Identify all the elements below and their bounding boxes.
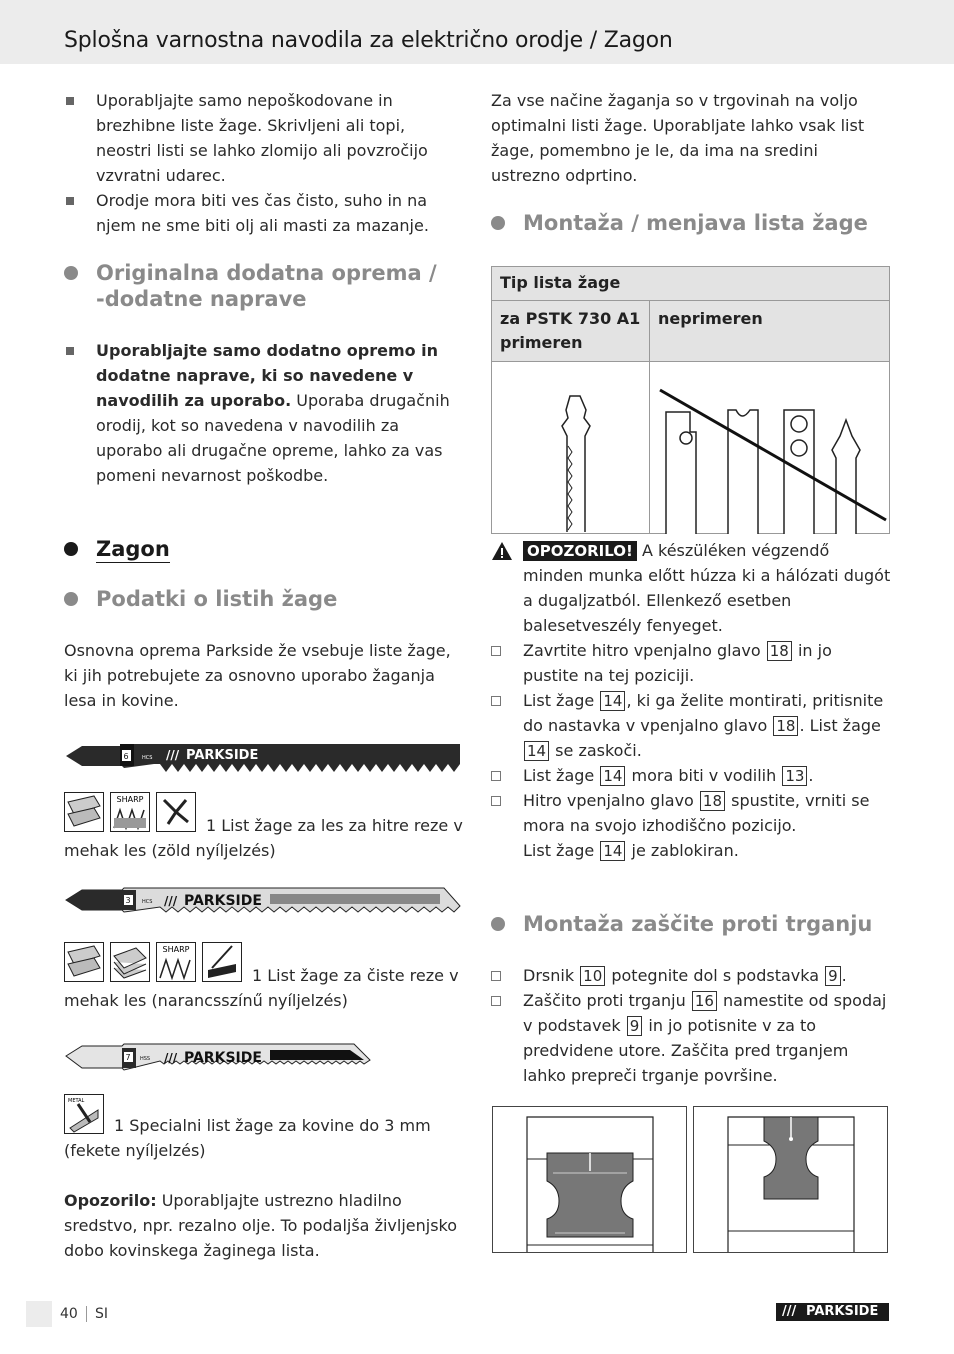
safety-bullets: [64, 88, 464, 238]
saw-blade-2-illustration: [64, 886, 464, 920]
page-number: 40: [60, 1306, 78, 1322]
bullet-square-icon: [66, 347, 74, 355]
list-item: Hitro vpenjalno glavo 18 spustite, vrniti se mora na svojo izhodiščno pozicijo. List žage 14 je zablokiran.: [491, 788, 891, 863]
coolant-warning: Opozorilo: Uporabljajte ustrezno hladilno sredstvo, npr. rezalno olje. To podaljša življenjsko dobo kovinskega žaginega lista.: [64, 1191, 458, 1260]
language-code: SI: [95, 1306, 109, 1322]
blade-2-caption: 1 List žage za čiste reze v mehak les (narancsszínű nyíljelzés): [64, 966, 459, 1010]
ref-number: 14: [600, 691, 625, 711]
blade-3-caption: 1 Specialni list žage za kovine do 3 mm (fekete nyíljelzés): [64, 1116, 431, 1160]
checkbox-square-icon: [491, 646, 501, 656]
ref-number: 13: [782, 766, 807, 786]
blade-material: HCS: [142, 899, 153, 905]
list-item: Zaščito proti trganju 16 namestite od spodaj v podstavek 9 in jo potisnite v za to predvidene utore. Zaščita pred trganjem lahko prepreči trganje površine.: [491, 988, 891, 1088]
checkbox-square-icon: [491, 796, 501, 806]
ref-number: 18: [767, 641, 792, 661]
ref-number: 9: [627, 1016, 643, 1036]
warning-badge: OPOZORILO!: [523, 541, 637, 561]
accessory-note: [64, 338, 464, 488]
section-heading-accessories: Originalna dodatna oprema / -dodatne naprave: [64, 260, 464, 312]
list-item: Orodje mora biti ves čas čisto, suho in na njem ne sme biti olj ali masti za mazanje.: [64, 188, 464, 238]
logo-stripes-icon: ///: [782, 1304, 797, 1319]
list-item: Zavrtite hitro vpenjalno glavo 18 in jo pustite na tej poziciji.: [491, 638, 891, 688]
list-item: List žage 14 mora biti v vodilih 13 .: [491, 763, 891, 788]
ref-number: 9: [825, 966, 841, 986]
svg-text:METAL: METAL: [68, 1098, 85, 1104]
ref-number: 14: [600, 766, 625, 786]
checkbox-square-icon: [491, 696, 501, 706]
blade-material: HCS: [142, 755, 153, 761]
bullet-dot-icon: [64, 266, 78, 280]
unsuitable-blades-icon: [650, 362, 890, 534]
bullet-dot-icon: [491, 917, 505, 931]
saw-blade-3-illustration: [64, 1042, 374, 1076]
svg-text:SHARP: SHARP: [162, 945, 190, 954]
blade-intro: Osnovna oprema Parkside že vsebuje liste žage, ki jih potrebujete za osnovno uporabo žaganja lesa in kovine.: [64, 641, 451, 710]
bullet-dot-icon: [64, 542, 78, 556]
blade-number: 3: [125, 896, 131, 905]
blade-number: 7: [125, 1053, 131, 1062]
ref-number: 10: [580, 966, 605, 986]
splinter-guard-figure-2: [693, 1106, 888, 1253]
blade-availability-text: Za vse načine žaganja so v trgovinah na voljo optimalni listi žage. Uporabljate lahko vsak list žage, pomembno je le, da ima na sredini ustrezno odprtino.: [491, 91, 865, 185]
svg-text:SHARP: SHARP: [116, 795, 144, 804]
saw-blade-1-illustration: [64, 742, 464, 778]
guard-steps: [491, 963, 891, 1088]
ref-number: 14: [600, 841, 625, 861]
ref-number: 18: [700, 791, 725, 811]
bullet-square-icon: [66, 97, 74, 105]
list-item: Drsnik 10 potegnite dol s podstavka 9 .: [491, 963, 891, 988]
blade-brand: PARKSIDE: [184, 1050, 262, 1066]
list-item: List žage 14 , ki ga želite montirati, pritisnite do nastavka v vpenjalno glavo 18 . List žage 14 se zaskoči.: [491, 688, 891, 763]
blade-brand: PARKSIDE: [186, 748, 259, 763]
table-header-cell: Tip lista žage: [492, 267, 890, 301]
table-row: [492, 362, 890, 534]
splinter-guard-before-icon: [493, 1107, 686, 1252]
table-header-row: [492, 267, 890, 301]
svg-text:///: ///: [166, 748, 180, 762]
ref-number: 14: [524, 741, 549, 761]
svg-text:///: ///: [164, 894, 178, 908]
blade-material: HSS: [140, 1056, 151, 1062]
bullet-dot-icon: [491, 216, 505, 230]
section-heading-splinter-guard: Montaža zaščite proti trganju: [491, 911, 891, 937]
splinter-guard-figure-1: [492, 1106, 687, 1253]
warning-triangle-icon: [491, 541, 513, 561]
blade-1-caption: 1 List žage za les za hitre reze v mehak les (zöld nyíljelzés): [64, 816, 463, 860]
blade-brand: PARKSIDE: [184, 893, 262, 909]
section-heading-blade-info: Podatki o listih žage: [64, 586, 464, 612]
page-title: Splošna varnostna navodila za električno orodje / Zagon: [64, 28, 673, 53]
ref-number: 18: [773, 716, 798, 736]
splinter-guard-after-icon: [694, 1107, 887, 1252]
section-heading-zagon: Zagon: [64, 536, 264, 563]
blade-type-table: [491, 266, 890, 534]
safety-warning: OPOZORILO! A készüléken végzendő minden munka előtt húzza ki a hálózati dugót a dugaljzatból. Ellenkező esetben balesetveszély fenyeget.: [491, 538, 891, 638]
svg-text:///: ///: [164, 1051, 178, 1065]
checkbox-square-icon: [491, 971, 501, 981]
bullet-dot-icon: [64, 592, 78, 606]
bullet-square-icon: [66, 197, 74, 205]
footer-divider: [86, 1306, 87, 1322]
checkbox-square-icon: [491, 771, 501, 781]
table-cell-unsuitable: neprimeren: [650, 301, 890, 362]
table-row: [492, 301, 890, 362]
ref-number: 16: [692, 991, 717, 1011]
blade-number: 6: [123, 752, 129, 761]
suitable-blade-image-cell: [492, 362, 650, 534]
mount-steps: [491, 638, 891, 863]
checkbox-square-icon: [491, 996, 501, 1006]
table-cell-suitable: za PSTK 730 A1 primeren: [492, 301, 650, 362]
page-header: [0, 0, 954, 64]
unsuitable-blades-image-cell: [650, 362, 890, 534]
section-heading-mount-blade: Montaža / menjava lista žage: [491, 210, 891, 236]
suitable-blade-icon: [492, 362, 650, 532]
list-item: Uporabljajte samo dodatno opremo in dodatne naprave, ki so navedene v navodilih za uporabo. Uporaba drugačnih orodij, kot so navedena v navodilih za uporabo ali drugačne opreme, lahko za vas pomeni nevarnost poškodbe.: [64, 338, 464, 488]
footer-page-marker: [26, 1301, 52, 1327]
list-item: Uporabljajte samo nepoškodovane in brezhibne liste žage. Skrivljeni ali topi, neostri listi se lahko zlomijo ali povzročijo vzvratni udarec.: [64, 88, 464, 188]
parkside-logo: /// PARKSIDE: [776, 1303, 889, 1321]
